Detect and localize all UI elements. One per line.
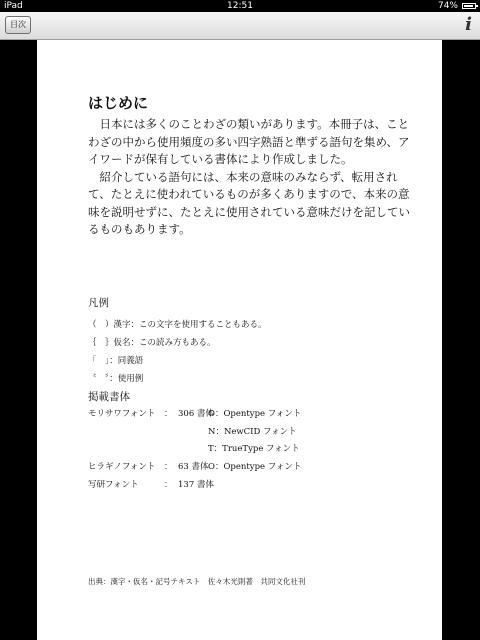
reader-toolbar <box>0 12 480 40</box>
fonts-heading: 掲載書体 <box>88 391 130 403</box>
font-count: 63 書体 <box>178 462 209 473</box>
font-separator: ： <box>164 479 173 490</box>
table-of-contents-button[interactable]: 目次 <box>5 16 31 34</box>
battery-percentage: 74% <box>437 1 458 11</box>
source-citation: 出典：漢字・仮名・記号テキスト 佐々木光則著 共同文化社刊 <box>88 577 306 586</box>
status-bar <box>0 0 480 12</box>
info-icon[interactable]: i <box>465 14 472 35</box>
intro-text <box>88 116 410 239</box>
intro-paragraph: 紹介している語句には、本来の意味のみならず、転用されて、たとえに使われているものが多くありますので、本来の意味を説明せずに、たとえに使用されている意味だけを記しているものもあります。 <box>88 169 410 236</box>
font-type: O：Opentype フォント <box>208 462 302 473</box>
font-separator: ： <box>164 462 173 473</box>
font-count: 137 書体 <box>178 479 214 490</box>
font-name: モリサワフォント <box>88 409 156 419</box>
font-type: N：NewCID フォント <box>208 426 297 437</box>
font-name: ヒラギノフォント <box>88 462 156 473</box>
legend-item: ｛ ｝仮名：この読み方もある。 <box>88 338 216 348</box>
font-count: 306 書体 <box>178 409 214 419</box>
clock: 12:51 <box>227 1 253 11</box>
font-name: 写研フォント <box>88 479 139 490</box>
legend-item: 「 」：同義語 <box>88 356 144 366</box>
carrier-label: iPad <box>4 1 23 11</box>
book-page <box>37 40 442 640</box>
font-separator: ： <box>164 409 173 419</box>
font-type: T：TrueType フォント <box>208 444 300 455</box>
page-heading: はじめに <box>88 94 149 112</box>
font-type: O：Opentype フォント <box>208 409 302 419</box>
legend-item: 〝 〞：使用例 <box>88 374 144 384</box>
battery-icon <box>462 3 476 9</box>
legend-list <box>88 316 267 388</box>
intro-paragraph: 日本には多くのことわざの類いがあります。本冊子は、ことわざの中から使用頻度の多い四字熟語と準ずる語句を集め、アイワードが保有している書体により作成しました。 <box>88 117 410 166</box>
legend-heading: 凡例 <box>88 297 109 309</box>
legend-item: （ ）漢字：この文字を使用することもある。 <box>88 320 267 330</box>
